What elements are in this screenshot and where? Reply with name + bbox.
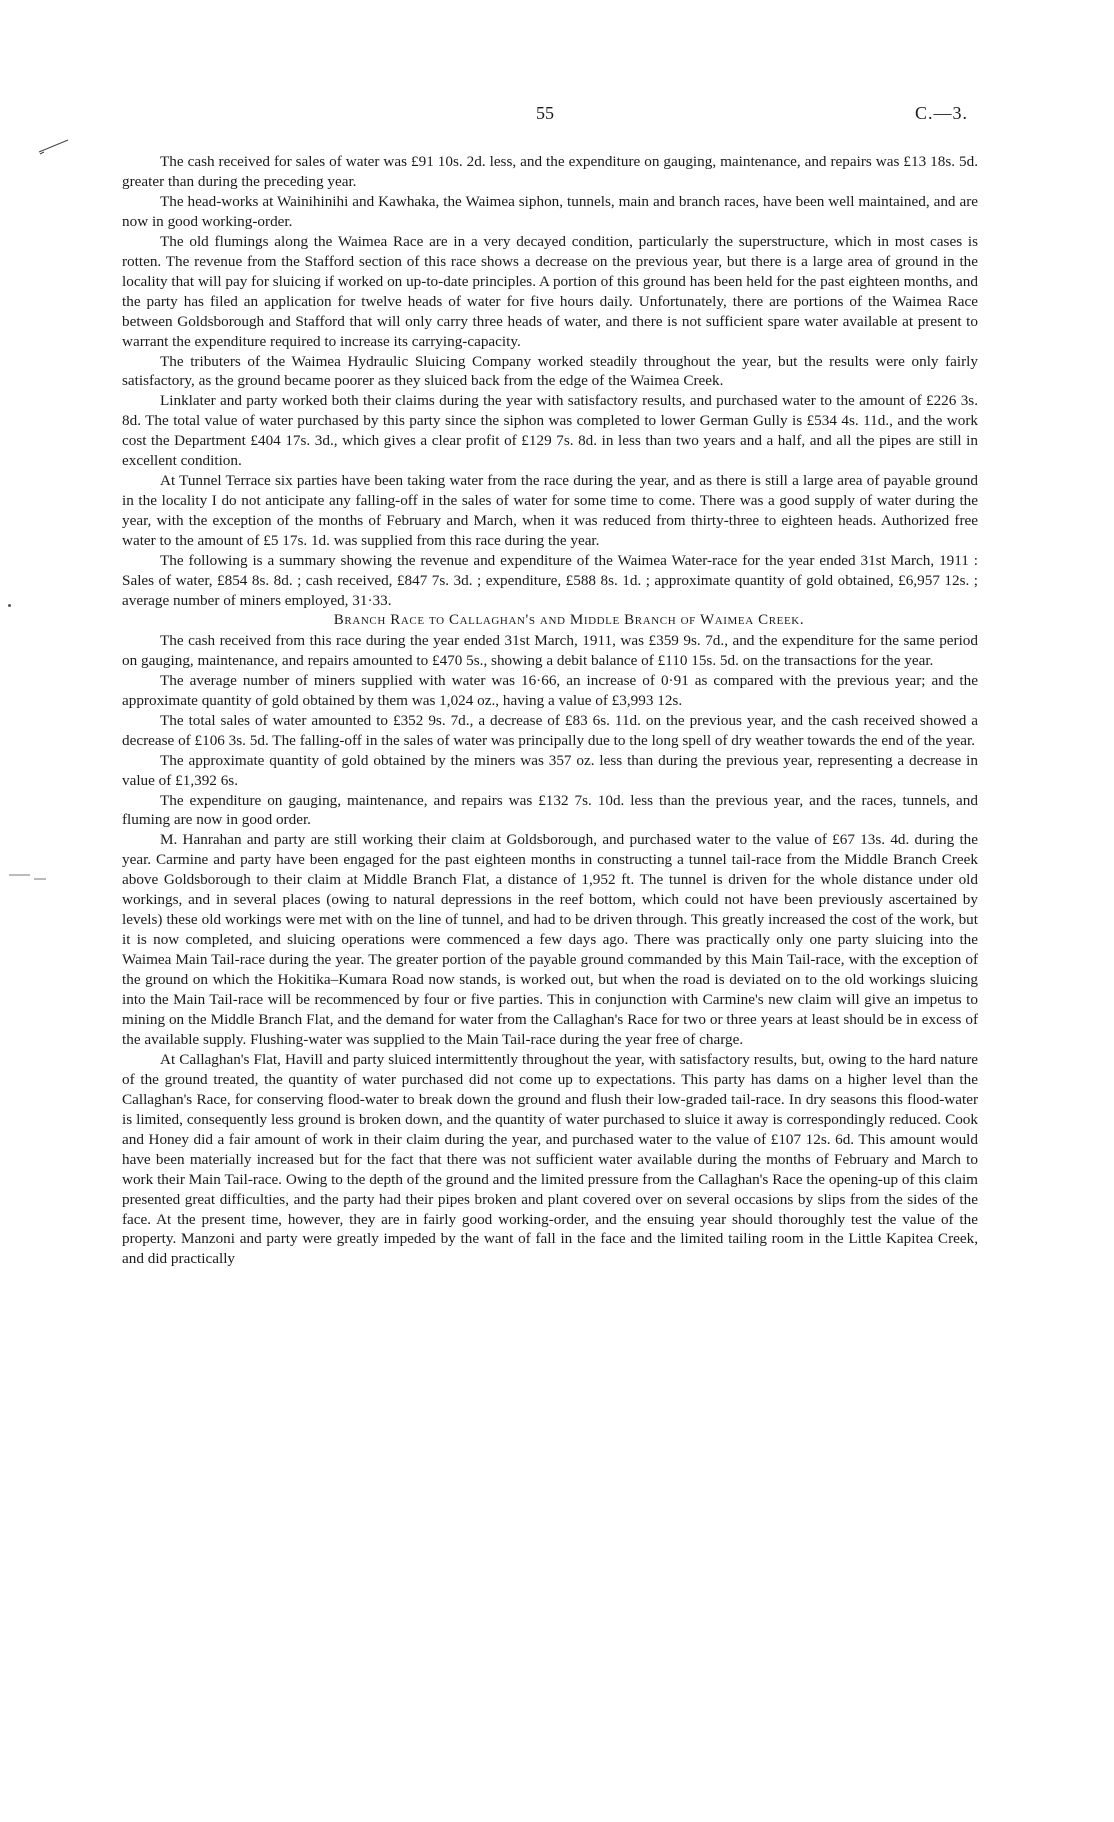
paragraph: The cash received for sales of water was £91 10s. 2d. less, and the expenditure on gauging, maintenance, and repairs was £13 18s. 5d. greater than during the preceding year. [122, 153, 978, 190]
paragraph: The tributers of the Waimea Hydraulic Sluicing Company worked steadily throughout the year, but the results were only fairly satisfactory, as the ground became poorer as they sluiced back from the edge of the Waimea Creek. [122, 352, 978, 390]
pen-mark-icon [38, 138, 70, 156]
paragraph: The total sales of water amounted to £352 9s. 7d., a decrease of £83 6s. 11d. on the previous year, and the cash received showed a decrease of £106 3s. 5d. The falling-off in the sales of water was principally due to the long spell of dry weather towards the end of the year. [122, 711, 978, 749]
paragraph: At Callaghan's Flat, Havill and party sluiced intermittently throughout the year, with satisfactory results, but, owing to the hard nature of the ground treated, the quantity of water purchased did not come up to expectations. This party has dams on a higher level than the Callaghan's Race, for conserving flood-water to break down the ground and flush their low-graded tail-race. In dry seasons this flood-water is limited, consequently less ground is broken down, and the quantity of water purchased to sluice it away is correspondingly reduced. Cook and Honey did a fair amount of work in their claim during the year, and purchased water to the value of £107 12s. 6d. This amount would have been materially increased but for the fact that there was not sufficient water available during the months of February and March to work their Main Tail-race. Owing to the depth of the ground and the limited pressure from the Callaghan's Race the opening-up of this claim presented great difficulties, and the party had their pipes broken and plant covered over on several occasions by slips from the sides of the face. At the present time, however, they are in fairly good working-order, and the ensuing year should thoroughly test the value of the property. Manzoni and party were greatly impeded by the want of fall in the face and the limited tailing room in the Little Kapitea Creek, and did practically [122, 1050, 978, 1268]
page-number: 55 [536, 103, 554, 123]
stray-dot [8, 604, 11, 607]
paragraph: The approximate quantity of gold obtained by the miners was 357 oz. less than during the previous year, representing a decrease in value of £1,392 6s. [122, 751, 978, 789]
document-reference: C.—3. [914, 103, 968, 123]
paragraph: The following is a summary showing the revenue and expenditure of the Waimea Water-race for the year ended 31st March, 1911 : Sales of water, £854 8s. 8d. ; cash received, £847 7s. 3d. ; expenditure, £588 8s. 1d. ; approximate quantity of gold obtained, £6,957 12s. ; average number of miners employed, 31·33. [122, 552, 978, 609]
paragraph: The average number of miners supplied with water was 16·66, an increase of 0·91 as compared with the previous year; and the approximate quantity of gold obtained by them was 1,024 oz., having a value of £3,993 12s. [122, 671, 978, 709]
paragraph: The head-works at Wainihinihi and Kawhaka, the Waimea siphon, tunnels, main and branch races, have been well maintained, and are now in good working-order. [122, 192, 978, 230]
paragraph: M. Hanrahan and party are still working their claim at Goldsborough, and purchased water to the value of £67 13s. 4d. during the year. Carmine and party have been engaged for the past eighteen months in constructing a tunnel tail-race from the Middle Branch Creek above Goldsborough to their claim at Middle Branch Flat, a distance of 1,952 ft. The tunnel is driven for the whole distance under old workings, and in several places (owing to natural depressions in the reef bottom, which could not have been previously ascertained by levels) these old workings were met with on the line of tunnel, and had to be driven through. This greatly increased the cost of the work, but it is now completed, and sluicing operations were commenced a few days ago. There was practically only one party sluicing into the Waimea Main Tail-race during the year. The greater portion of the payable ground commanded by this Main Tail-race, with the exception of the ground on which the Hokitika–Kumara Road now stands, is worked out, but when the road is deviated on to the old workings sluicing into the Main Tail-race will be recommenced by four or five parties. This in conjunction with Carmine's new claim will give an impetus to mining on the Middle Branch Flat, and the demand for water from the Callaghan's Race for two or three years at least should be in excess of the available supply. Flushing-water was supplied to the Main Tail-race during the year free of charge. [122, 831, 978, 1048]
paragraph: Linklater and party worked both their claims during the year with satisfactory results, and purchased water to the amount of £226 3s. 8d. The total value of water purchased by this party since the siphon was completed to lower German Gully is £534 4s. 11d., and the work cost the Department £404 17s. 3d., which gives a clear profit of £129 7s. 8d. in less than two years and a half, and all the pipes are still in excellent condition. [122, 392, 978, 470]
paragraph: At Tunnel Terrace six parties have been taking water from the race during the year, and as there is still a large area of payable ground in the locality I do not anticipate any falling-off in the sales of water for some time to come. There was a good supply of water during the year, with the exception of the months of February and March, when it was reduced from thirty-three to eighteen heads. Authorized free water to the amount of £5 17s. 1d. was supplied from this race during the year. [122, 472, 978, 550]
pen-mark-icon [8, 870, 48, 882]
section-heading: Branch Race to Callaghan's and Middle Branch of Waimea Creek. [333, 611, 805, 628]
paragraph: The expenditure on gauging, maintenance, and repairs was £132 7s. 10d. less than the previous year, and the races, tunnels, and fluming are now in good order. [122, 791, 978, 829]
page-header [0, 103, 1114, 127]
paragraph: The cash received from this race during the year ended 31st March, 1911, was £359 9s. 7d., and the expenditure for the same period on gauging, maintenance, and repairs amounted to £470 5s., showing a debit balance of £110 15s. 5d. on the transactions for the year. [122, 631, 978, 669]
body-text [122, 152, 978, 1269]
paragraph: The old flumings along the Waimea Race are in a very decayed condition, particularly the superstructure, which in most cases is rotten. The revenue from the Stafford section of this race shows a decrease on the previous year, but there is a large area of ground in the locality that will pay for sluicing if worked on up-to-date principles. A portion of this ground has been held for the past eighteen months, and the party has filed an application for twelve heads of water for five hours daily. Unfortunately, there are portions of the Waimea Race between Goldsborough and Stafford that will only carry three heads of water, and there is not sufficient spare water available at present to warrant the expenditure required to increase its carrying-capacity. [122, 232, 978, 350]
